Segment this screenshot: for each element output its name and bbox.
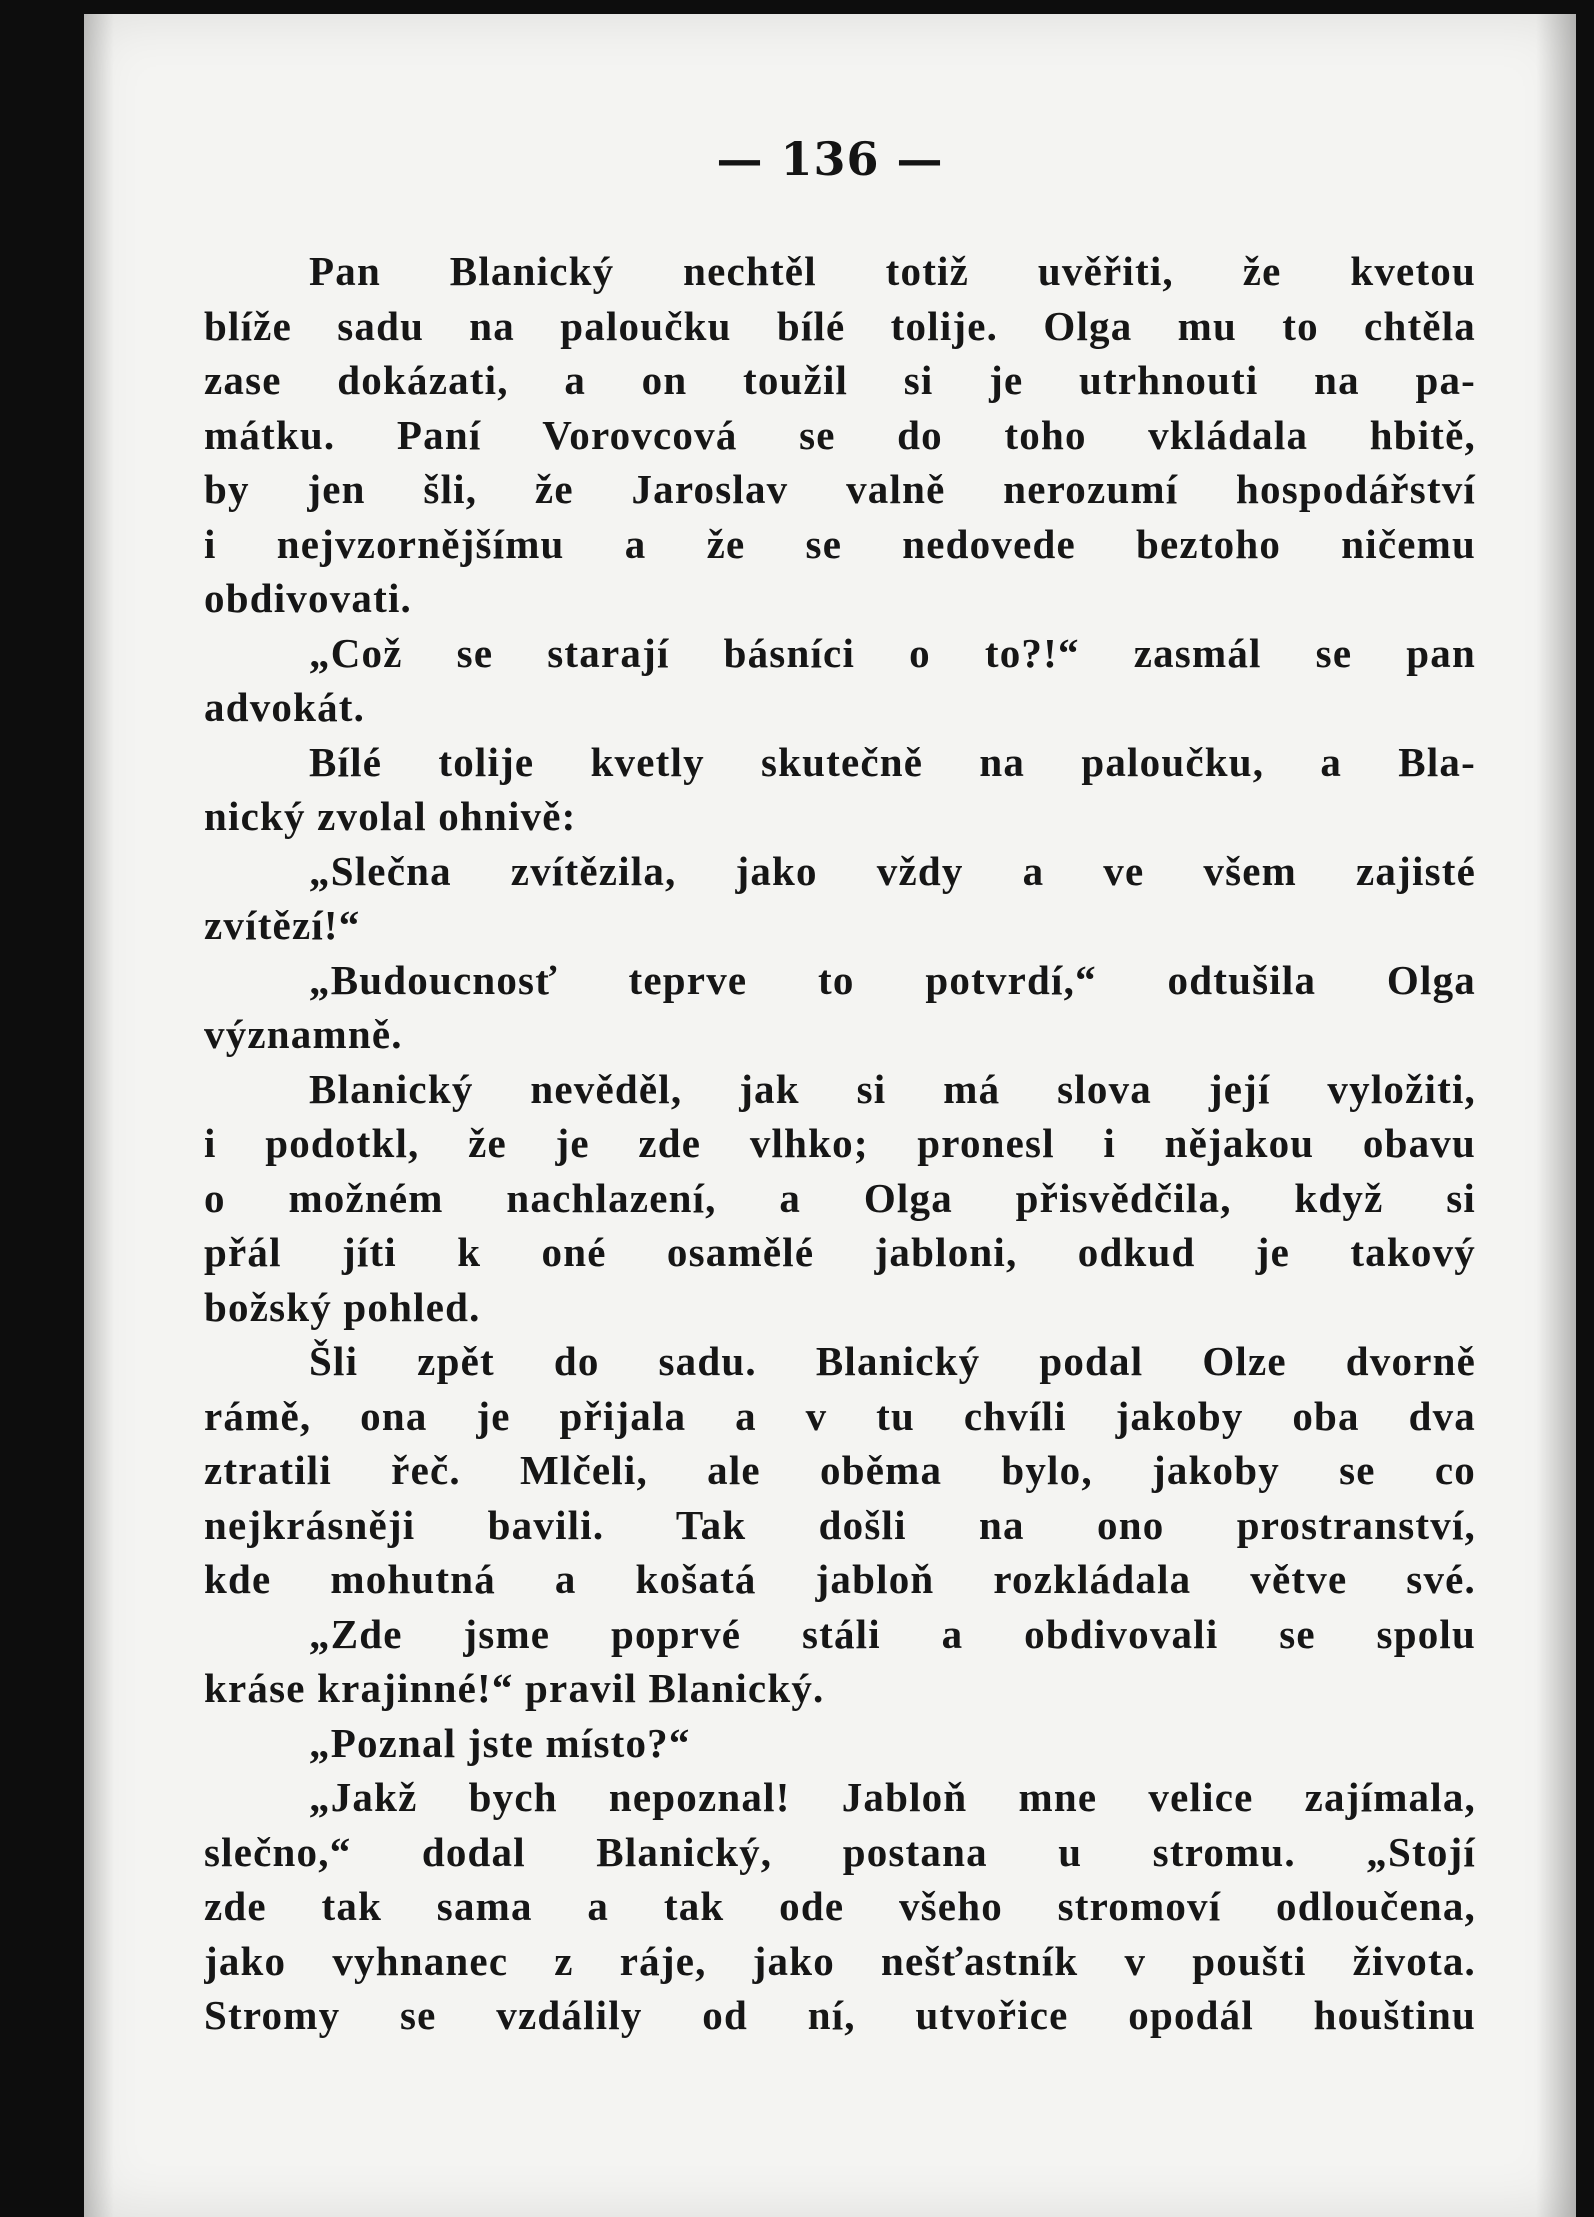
text-line: přál jíti k oné osamělé jabloni, odkud je takový bbox=[204, 1229, 1476, 1275]
text-line: Bílé tolije kvetly skutečně na paloučku, a Bla- bbox=[309, 738, 1476, 785]
text-line: významně. bbox=[204, 1011, 403, 1057]
text-line: kráse krajinné!“ pravil Blanický. bbox=[204, 1665, 825, 1711]
text-line: o možném nachlazení, a Olga přisvědčila, když si bbox=[204, 1174, 1476, 1221]
text-line: zvítězí!“ bbox=[204, 902, 361, 948]
text-line: zde tak sama a tak ode všeho stromoví odloučena, bbox=[204, 1883, 1476, 1929]
book-page bbox=[84, 14, 1576, 2217]
text-line: i nejvzornějšímu a že se nedovede beztoho ničemu bbox=[204, 520, 1476, 567]
text-line: ztratili řeč. Mlčeli, ale oběma bylo, jakoby se co bbox=[204, 1447, 1476, 1493]
text-line: nický zvolal ohnivě: bbox=[204, 793, 577, 839]
text-line: „Zde jsme poprvé stáli a obdivovali se spolu bbox=[309, 1610, 1476, 1657]
text-line: „Což se starají básníci o to?!“ zasmál se pan bbox=[309, 629, 1476, 676]
text-line: „Slečna zvítězila, jako vždy a ve všem zajisté bbox=[309, 847, 1476, 894]
text-line: by jen šli, že Jaroslav valně nerozumí hospodářství bbox=[204, 466, 1476, 512]
text-line: „Budoucnosť teprve to potvrdí,“ odtušila Olga bbox=[309, 956, 1476, 1003]
text-line: slečno,“ dodal Blanický, postana u stromu. „Stojí bbox=[204, 1828, 1476, 1875]
text-line: advokát. bbox=[204, 684, 366, 730]
page-edge-shadow bbox=[84, 14, 114, 2217]
text-line: Stromy se vzdálily od ní, utvořice opodál houštinu bbox=[204, 1992, 1476, 2038]
text-line: božský pohled. bbox=[204, 1283, 481, 1330]
spine-shadow bbox=[1536, 14, 1576, 2217]
page-number: — 136 — bbox=[716, 132, 944, 186]
text-line: kde mohutná a košatá jabloň rozkládala větve své. bbox=[204, 1556, 1476, 1602]
text-line: jako vyhnanec z ráje, jako nešťastník v poušti života. bbox=[204, 1937, 1476, 1984]
text-line: „Poznal jste místo?“ bbox=[309, 1719, 691, 1766]
text-line: rámě, ona je přijala a v tu chvíli jakoby oba dva bbox=[204, 1392, 1476, 1439]
text-line: Blanický nevěděl, jak si má slova její vyložiti, bbox=[309, 1065, 1476, 1112]
text-line: mátku. Paní Vorovcová se do toho vkládala hbitě, bbox=[204, 411, 1476, 458]
text-line: Pan Blanický nechtěl totiž uvěřiti, že kvetou bbox=[309, 248, 1476, 294]
text-line: zase dokázati, a on toužil si je utrhnouti na pa- bbox=[204, 357, 1476, 403]
text-line: obdivovati. bbox=[204, 575, 412, 621]
text-line: i podotkl, že je zde vlhko; pronesl i nějakou obavu bbox=[204, 1120, 1476, 1166]
body-text bbox=[204, 244, 1476, 2043]
text-line: nejkrásněji bavili. Tak došli na ono prostranství, bbox=[204, 1501, 1476, 1548]
text-line: Šli zpět do sadu. Blanický podal Olze dvorně bbox=[309, 1338, 1476, 1384]
text-line: blíže sadu na paloučku bílé tolije. Olga mu to chtěla bbox=[204, 302, 1476, 349]
text-line: „Jakž bych nepoznal! Jabloň mne velice zajímala, bbox=[309, 1774, 1476, 1820]
